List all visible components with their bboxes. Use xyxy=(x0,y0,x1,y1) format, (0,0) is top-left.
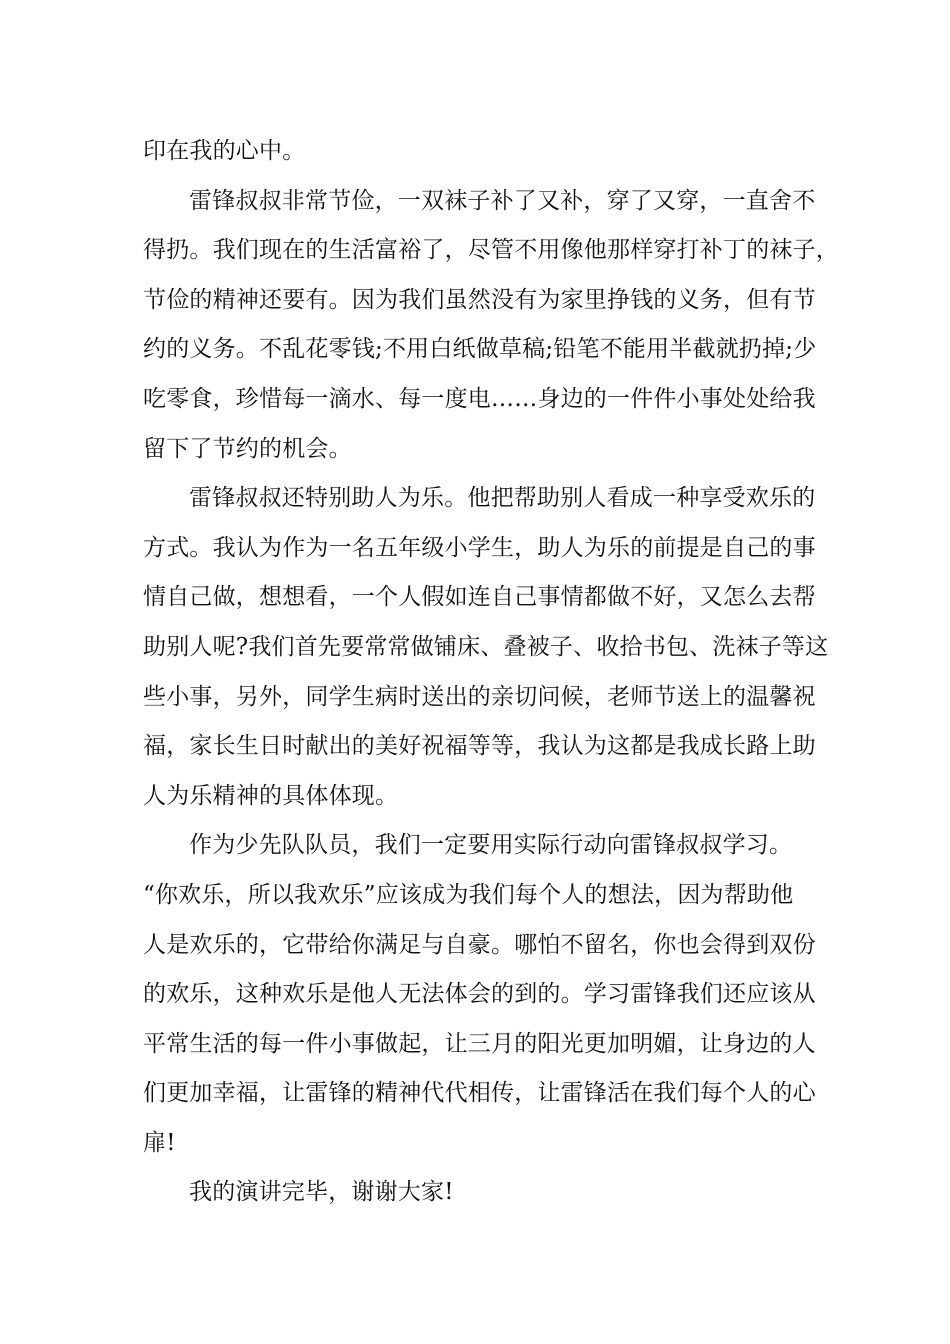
text-line-10: 情自己做，想想看，一个人假如连自己事情都做不好，又怎么去帮 xyxy=(143,584,816,611)
text-line-13: 福，家长生日时献出的美好祝福等等，我认为这都是我成长路上助 xyxy=(143,733,816,760)
text-line-22: 我的演讲完毕，谢谢大家! xyxy=(189,1179,454,1206)
text-line-11: 助别人呢?我们首先要常常做铺床、叠被子、收拾书包、洗袜子等这 xyxy=(143,633,829,660)
text-line-18: 的欢乐，这种欢乐是他人无法体会的到的。学习雷锋我们还应该从 xyxy=(143,981,816,1008)
text-line-17: 人是欢乐的，它带给你满足与自豪。哪怕不留名，你也会得到双份 xyxy=(143,931,816,958)
text-line-8: 雷锋叔叔还特别助人为乐。他把帮助别人看成一种享受欢乐的 xyxy=(189,485,816,512)
text-line-19: 平常生活的每一件小事做起，让三月的阳光更加明媚，让身边的人 xyxy=(143,1030,816,1057)
text-line-1: 印在我的心中。 xyxy=(143,138,306,164)
text-line-3: 得扔。我们现在的生活富裕了，尽管不用像他那样穿打补丁的袜子， xyxy=(143,237,839,264)
text-line-15: 作为少先队队员，我们一定要用实际行动向雷锋叔叔学习。 xyxy=(189,832,793,859)
text-line-9: 方式。我认为作为一名五年级小学生，助人为乐的前提是自己的事 xyxy=(143,534,816,561)
text-line-12: 些小事，另外，同学生病时送出的亲切问候，老师节送上的温馨祝 xyxy=(143,683,816,710)
text-line-2: 雷锋叔叔非常节俭，一双袜子补了又补，穿了又穿，一直舍不 xyxy=(189,187,816,214)
text-line-16: “你欢乐，所以我欢乐”应该成为我们每个人的想法，因为帮助他 xyxy=(143,881,794,908)
text-line-6: 吃零食，珍惜每一滴水、每一度电……身边的一件件小事处处给我 xyxy=(143,385,816,412)
text-line-21: 扉! xyxy=(143,1129,176,1156)
document-body xyxy=(143,127,839,1218)
text-line-5: 约的义务。不乱花零钱;不用白纸做草稿;铅笔不能用半截就扔掉;少 xyxy=(143,336,817,363)
text-line-4: 节俭的精神还要有。因为我们虽然没有为家里挣钱的义务，但有节 xyxy=(143,286,816,313)
text-line-7: 留下了节约的机会。 xyxy=(143,435,352,462)
text-line-14: 人为乐精神的具体体现。 xyxy=(143,782,399,809)
text-line-20: 们更加幸福，让雷锋的精神代代相传，让雷锋活在我们每个人的心 xyxy=(143,1080,816,1107)
